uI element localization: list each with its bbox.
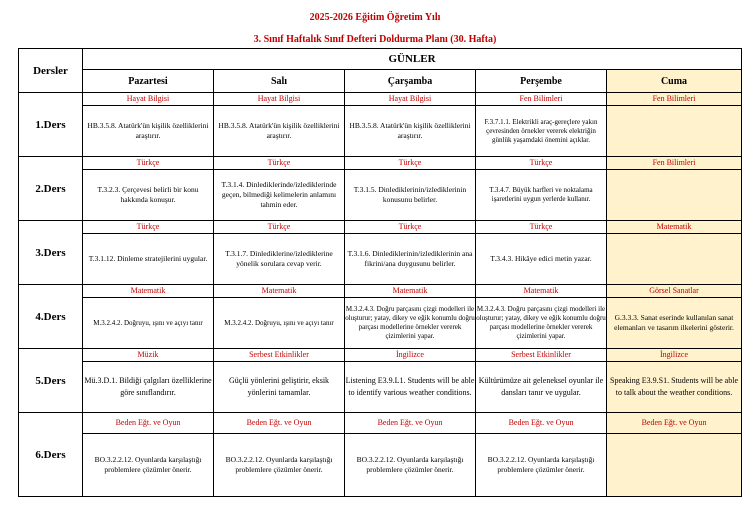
subject-label: Türkçe: [214, 157, 345, 170]
achievement-text: M.3.2.4.2. Doğruyu, ışını ve açıyı tanır: [83, 298, 214, 349]
achievement-text: T.3.1.6. Dinlediklerinin/izlediklerinin ana fikrini/ana duygusunu belirler.: [345, 234, 476, 285]
subject-label: Hayat Bilgisi: [214, 93, 345, 106]
achievement-text: HB.3.5.8. Atatürk'ün kişilik özelliklerini araştırır.: [83, 106, 214, 157]
subject-label: Beden Eğt. ve Oyun: [607, 413, 742, 434]
achievement-text: HB.3.5.8. Atatürk'ün kişilik özelliklerini araştırır.: [345, 106, 476, 157]
achievement-text: M.3.2.4.3. Doğru parçasını çizgi modelleri ile oluşturur; yatay, dikey ve eğik konumlu doğru parçası modellerine örnekler vererek çizimlerini yapar.: [476, 298, 607, 349]
achievement-text: M.3.2.4.2. Doğruyu, ışını ve açıyı tanır: [214, 298, 345, 349]
achievement-text: [607, 234, 742, 285]
achievement-text: F.3.7.1.1. Elektrikli araç-gereçlere yakın çevresinden örnekler vererek elektriğin günlük yaşamdaki önemini açıklar.: [476, 106, 607, 157]
achievement-text: T.3.2.3. Çerçevesi belirli bir konu hakkında konuşur.: [83, 170, 214, 221]
achievement-text: [607, 170, 742, 221]
achievement-text: T.3.1.12. Dinleme stratejilerini uygular.: [83, 234, 214, 285]
subject-label: Müzik: [83, 349, 214, 362]
achievement-text: Kültürümüze ait geleneksel oyunlar ile dansları tanır ve uygular.: [476, 362, 607, 413]
day-header: Perşembe: [476, 70, 607, 93]
achievement-text: T.3.4.7. Büyük harfleri ve noktalama işaretlerini uygun yerlerde kullanır.: [476, 170, 607, 221]
achievement-text: [607, 106, 742, 157]
subject-label: Matematik: [83, 285, 214, 298]
day-header: Çarşamba: [345, 70, 476, 93]
subject-label: Fen Bilimleri: [476, 93, 607, 106]
lesson-label: 1.Ders: [19, 93, 83, 157]
lesson-label: 2.Ders: [19, 157, 83, 221]
subject-label: Matematik: [345, 285, 476, 298]
achievement-text: G.3.3.3. Sanat eserinde kullanılan sanat elemanları ve tasarım ilkelerini gösterir.: [607, 298, 742, 349]
lesson-label: 3.Ders: [19, 221, 83, 285]
achievement-text: T.3.1.5. Dinlediklerinin/izlediklerinin konusunu belirler.: [345, 170, 476, 221]
achievement-text: BO.3.2.2.12. Oyunlarda karşılaştığı problemlere çözümler önerir.: [214, 434, 345, 497]
subject-label: Serbest Etkinlikler: [214, 349, 345, 362]
achievement-text: [607, 434, 742, 497]
subject-label: Matematik: [476, 285, 607, 298]
achievement-text: BO.3.2.2.12. Oyunlarda karşılaştığı problemlere çözümler önerir.: [345, 434, 476, 497]
lesson-label: 5.Ders: [19, 349, 83, 413]
header-dersler: Dersler: [19, 49, 83, 93]
subject-label: İngilizce: [607, 349, 742, 362]
achievement-text: BO.3.2.2.12. Oyunlarda karşılaştığı problemlere çözümler önerir.: [83, 434, 214, 497]
subject-label: Türkçe: [476, 157, 607, 170]
plan-title: 3. Sınıf Haftalık Sınıf Defteri Doldurma Planı (30. Hafta): [253, 34, 497, 45]
achievement-text: M.3.2.4.3. Doğru parçasını çizgi modelleri ile oluşturur; yatay, dikey ve eğik konumlu doğru parçası modellerine örnekler vererek çizimlerini yapar.: [345, 298, 476, 349]
subject-label: Görsel Sanatlar: [607, 285, 742, 298]
year-title: 2025-2026 Eğitim Öğretim Yılı: [309, 12, 441, 23]
subject-label: Beden Eğt. ve Oyun: [345, 413, 476, 434]
achievement-text: T.3.1.7. Dinlediklerine/izlediklerine yönelik sorulara cevap verir.: [214, 234, 345, 285]
subject-label: Fen Bilimleri: [607, 93, 742, 106]
subject-label: Matematik: [607, 221, 742, 234]
achievement-text: T.3.4.3. Hikâye edici metin yazar.: [476, 234, 607, 285]
subject-label: Beden Eğt. ve Oyun: [476, 413, 607, 434]
subject-label: Türkçe: [345, 157, 476, 170]
lesson-label: 4.Ders: [19, 285, 83, 349]
lesson-label: 6.Ders: [19, 413, 83, 497]
subject-label: Beden Eğt. ve Oyun: [214, 413, 345, 434]
achievement-text: Listening E3.9.L1. Students will be able to identify various weather conditions.: [345, 362, 476, 413]
subject-label: Türkçe: [345, 221, 476, 234]
subject-label: Fen Bilimleri: [607, 157, 742, 170]
subject-label: Beden Eğt. ve Oyun: [83, 413, 214, 434]
achievement-text: BO.3.2.2.12. Oyunlarda karşılaştığı problemlere çözümler önerir.: [476, 434, 607, 497]
subject-label: Türkçe: [476, 221, 607, 234]
achievement-text: Güçlü yönlerini geliştirir, eksik yönlerini tamamlar.: [214, 362, 345, 413]
subject-label: Türkçe: [83, 157, 214, 170]
subject-label: Matematik: [214, 285, 345, 298]
achievement-text: HB.3.5.8. Atatürk'ün kişilik özelliklerini araştırır.: [214, 106, 345, 157]
day-header: Cuma: [607, 70, 742, 93]
subject-label: Serbest Etkinlikler: [476, 349, 607, 362]
achievement-text: T.3.1.4. Dinlediklerinde/izlediklerinde geçen, bilmediği kelimelerin anlamını tahmin eder.: [214, 170, 345, 221]
subject-label: Türkçe: [214, 221, 345, 234]
achievement-text: Mü.3.D.1. Bildiği çalgıları özelliklerine göre sınıflandırır.: [83, 362, 214, 413]
header-gunler: GÜNLER: [83, 49, 742, 70]
day-header: Salı: [214, 70, 345, 93]
weekly-plan-table: [18, 48, 742, 497]
subject-label: İngilizce: [345, 349, 476, 362]
subject-label: Hayat Bilgisi: [83, 93, 214, 106]
achievement-text: Speaking E3.9.S1. Students will be able to talk about the weather conditions.: [607, 362, 742, 413]
subject-label: Hayat Bilgisi: [345, 93, 476, 106]
subject-label: Türkçe: [83, 221, 214, 234]
day-header: Pazartesi: [83, 70, 214, 93]
